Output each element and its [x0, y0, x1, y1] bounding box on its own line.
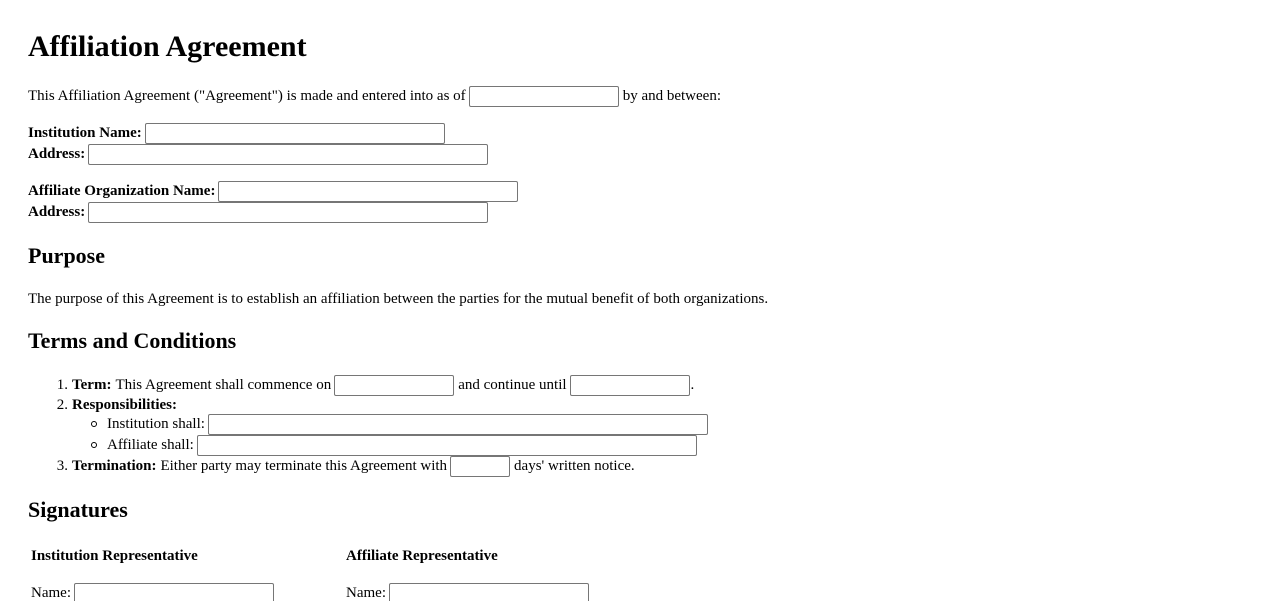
affiliate-responsibility-input[interactable] [197, 435, 697, 456]
intro-text-before: This Affiliation Agreement ("Agreement") is made and entered into as of [28, 88, 466, 104]
affiliate-rep-name-label: Name: [346, 585, 386, 601]
term-label: Term: [72, 377, 112, 393]
bullet-icon [91, 421, 97, 427]
bullet-icon [91, 442, 97, 448]
termination-item [28, 455, 635, 477]
term-text-middle: and continue until [458, 377, 567, 393]
term-number: 1. [56, 377, 68, 393]
intro-line [28, 85, 721, 107]
institution-rep-heading: Institution Representative [31, 548, 198, 564]
agreement-date-input[interactable] [469, 86, 619, 107]
termination-number: 3. [56, 458, 68, 474]
termination-text-before: Either party may terminate this Agreement with [160, 458, 448, 474]
institution-rep-name-line [31, 582, 278, 601]
affiliate-address-input[interactable] [88, 202, 488, 223]
responsibilities-number: 2. [56, 397, 68, 413]
affiliate-name-input[interactable] [218, 181, 518, 202]
term-item [28, 374, 694, 396]
term-text-after: . [690, 377, 695, 393]
responsibilities-label: Responsibilities: [72, 397, 178, 413]
institution-name-line [28, 122, 449, 144]
institution-name-input[interactable] [145, 123, 445, 144]
institution-responsibility-item [28, 413, 712, 435]
institution-name-label: Institution Name: [28, 125, 142, 141]
term-start-input[interactable] [334, 375, 454, 396]
term-end-input[interactable] [570, 375, 690, 396]
affiliate-name-line [28, 180, 522, 202]
affiliate-responsibility-item [28, 434, 701, 456]
institution-address-label: Address: [28, 146, 86, 162]
intro-text-after: by and between: [622, 88, 721, 104]
affiliate-rep-heading: Affiliate Representative [346, 548, 498, 564]
purpose-heading: Purpose [28, 243, 105, 268]
affiliate-name-label: Affiliate Organization Name: [28, 183, 216, 199]
termination-text-after: days' written notice. [514, 458, 635, 474]
purpose-text: The purpose of this Agreement is to establish an affiliation between the parties for the mutual benefit of both organizations. [28, 291, 769, 307]
institution-rep-name-input[interactable] [74, 583, 274, 601]
affiliate-responsibility-label: Affiliate shall: [107, 437, 194, 453]
affiliate-address-line [28, 201, 492, 223]
signatures-heading: Signatures [28, 497, 128, 522]
termination-label: Termination: [72, 458, 157, 474]
institution-rep-name-label: Name: [31, 585, 71, 601]
affiliate-rep-name-input[interactable] [389, 583, 589, 601]
page-title: Affiliation Agreement [28, 30, 307, 63]
term-text-before: This Agreement shall commence on [115, 377, 332, 393]
affiliate-address-label: Address: [28, 204, 86, 220]
termination-days-input[interactable] [450, 456, 510, 477]
institution-responsibility-label: Institution shall: [107, 416, 205, 432]
institution-responsibility-input[interactable] [208, 414, 708, 435]
terms-heading: Terms and Conditions [28, 328, 237, 353]
institution-address-line [28, 143, 492, 165]
affiliate-rep-name-line [346, 582, 593, 601]
institution-address-input[interactable] [88, 144, 488, 165]
